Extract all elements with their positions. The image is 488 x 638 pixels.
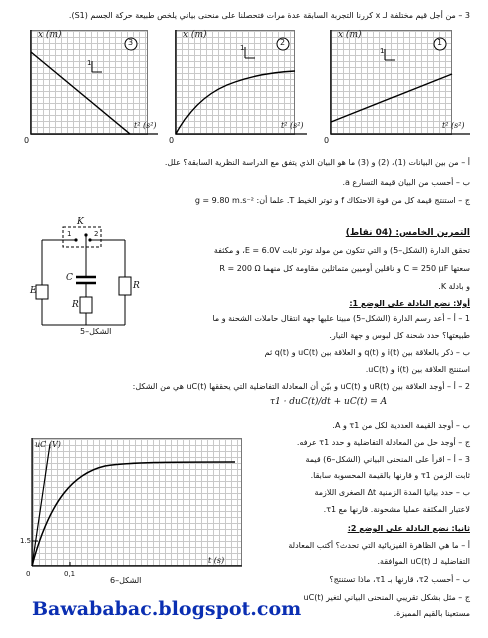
part-b-line-2: التفاضلية لـ uC(t) الموافقة. [377, 557, 470, 566]
graph-2-unit: 1 [240, 44, 245, 52]
circuit-label-r2: R [72, 300, 79, 310]
part-a-line-10: ب – حدد بيانيا المدة الزمنية Δt الصغرى اللازمة [314, 488, 470, 497]
part-b-line-3: ب – أحسب τ2، قارنها بـ τ1، ماذا تستنتج؟ [329, 575, 470, 584]
part-a-line-7: ج – أوجد حل من المعادلة التفاضلية و حدد τ1 عرفه. [296, 438, 470, 447]
part-a-line-5: 2 – أ – أوجد العلاقة بين uR(t) و uC(t) و بيّن أن المعادلة التفاضلية التي يحققها uC(t) هي من الشكل: [132, 382, 470, 391]
graph-1-line [331, 74, 452, 122]
graph-2-x-label: t² (s²) [281, 121, 304, 130]
circuit-label-k: K [77, 217, 84, 227]
part-b-line-5: مستعينا بالقيم المميزة. [393, 609, 470, 618]
graph-2-y-label: x (m) [183, 30, 207, 40]
question-3b: ب – أحسب من البيان قيمة التسارع a. [342, 178, 470, 187]
circuit-label-e: E [30, 286, 37, 296]
graph-2-curve [176, 71, 295, 134]
graph-figure-6 [20, 438, 245, 588]
graph-3-line [31, 52, 130, 134]
part-a-title: أولا: نضع البادلة على الوضع 1: [349, 299, 470, 308]
part-a-line-4: استنتج العلاقة بين i(t) و uC(t). [365, 365, 470, 374]
part-b-line-1: أ – ما هي الظاهرة الفيزيائية التي تحدث؟ أكتب المعادلة [288, 541, 470, 550]
graph-3-origin: 0 [24, 136, 30, 145]
intro-line-1: تحقق الدارة (الشكل–5) و التي تتكون من مولد توتر ثابت E = 6.0V، و مكثفة [213, 246, 470, 255]
graph-2-origin: 0 [169, 136, 175, 145]
question-3c: ج – استنتج قيمة كل من قوة الاحتكاك f و توتر الخيط T. علما أن: g = 9.80 m.s⁻² [194, 196, 470, 205]
circuit-figure-5 [30, 215, 140, 355]
graph6-tangent [32, 444, 50, 566]
differential-equation: τ1 · duC(t)/dt + uC(t) = A [270, 397, 388, 407]
graph-1-x-label: t² (s²) [442, 121, 465, 130]
part-a-line-9: ثابت الزمن τ1 و قارنها بالقيمة المحسوبة سابقا. [310, 471, 470, 480]
part-b-line-4: ج – مثل بشكل تقريبي المنحنى البياني لتغير uC(t) [303, 593, 470, 602]
question-3: 3 – من أجل قيم مختلفة لـ x كررنا التجربة السابقة عدة مرات فتحصلنا على منحنى بياني يلخص طبيعة حركة الجسم (S1). [68, 11, 470, 20]
graph6-y-label: uC (V) [35, 440, 61, 449]
graph-1-unit: 1 [380, 47, 385, 55]
circuit-label-r1: R [133, 281, 140, 291]
intro-line-2: سعتها C = 250 µF و ناقلين أوميين متماثلين مقاومة كل منهما R = 200 Ω [219, 264, 470, 273]
graph6-origin: 0 [26, 570, 31, 578]
graph-2-number: 2 [280, 38, 286, 47]
graph-3-number: 3 [128, 38, 134, 47]
circuit-label-1: 1 [67, 230, 72, 238]
question-3a: أ – من بين البيانات (1)، (2) و (3) ما هو البيان الذي يتفق مع الدراسة النظرية السابقة؟ علل. [164, 158, 470, 167]
graph6-x-label: t (s) [208, 556, 225, 565]
part-a-line-3: ب – ذكر بالعلاقة بين i(t) و q(t) و العلاقة بين uC(t) و q(t) ثم [264, 348, 470, 357]
part-a-line-1: 1 – أ – أعد رسم الدارة (الشكل–5) مبينا عليها جهة انتقال حاملات الشحنة و ما [212, 314, 470, 323]
graph-3-x-label: t² (s²) [134, 121, 157, 130]
graph6-caption: الشكل–6 [110, 576, 142, 585]
graph6-x-tick: 0,1 [64, 570, 76, 578]
exercise-title: التمرين الخامس: (04 نقاط) [345, 228, 470, 238]
graph-3-unit: 1 [87, 59, 92, 67]
graph-2 [175, 30, 310, 142]
part-a-line-11: لاعتبار المكثفة عمليا مشحونة. قارنها مع τ1. [323, 505, 470, 514]
intro-line-3: و بادلة K. [438, 282, 470, 291]
graph-3 [30, 30, 160, 142]
graph-1-y-label: x (m) [338, 30, 362, 40]
part-a-line-6: ب – أوجد القيمة العددية لكل من τ1 و A. [332, 421, 470, 430]
part-a-line-8: 3 – أ – اقرأ على المنحنى البياني (الشكل–6) قيمة [305, 455, 470, 464]
circuit-label-c: C [66, 273, 73, 283]
graph-3-y-label: x (m) [38, 30, 62, 40]
part-a-line-2: طبيعتها؟ حدد شحنة كل لبوس و جهة التيار. [329, 331, 470, 340]
graph6-y-tick: 1.5 [20, 537, 32, 545]
part-b-title: ثانيا: نضع البادلة على الوضع 2: [347, 524, 470, 533]
circuit-caption: الشكل–5 [80, 327, 112, 336]
graph-1 [330, 30, 475, 142]
graph-1-number: 1 [437, 38, 443, 47]
circuit-label-2: 2 [94, 230, 99, 238]
watermark: Bawababac.blogspot.com [32, 598, 302, 620]
graph6-curve [32, 462, 235, 566]
graph-1-origin: 0 [324, 136, 330, 145]
